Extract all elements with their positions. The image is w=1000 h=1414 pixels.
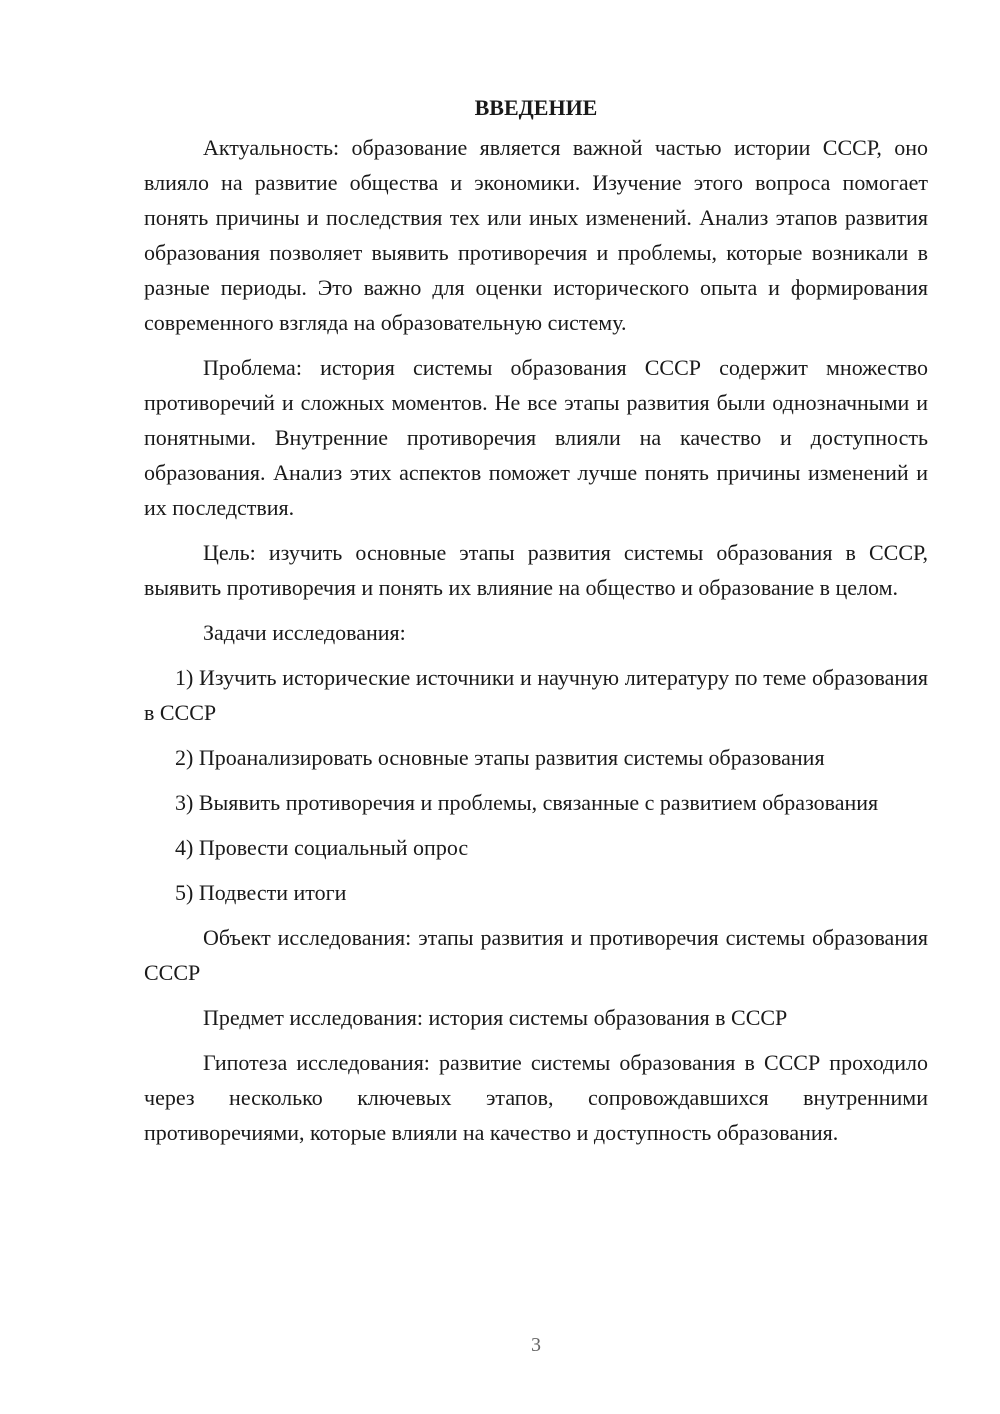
problem-paragraph: Проблема: история системы образования СССР содержит множество противоречий и сложных моментов. Не все этапы развития были однозначными и понятными. Внутренние противоречия влияли на качество и доступность образования. Анализ этих аспектов поможет лучше понять причины изменений и их последствия.: [144, 355, 928, 520]
task-item-5: 5) Подвести итоги: [175, 880, 347, 905]
document-page: [144, 92, 928, 1160]
task-item-3: 3) Выявить противоречия и проблемы, связанные с развитием образования: [175, 790, 879, 815]
hypothesis-paragraph: Гипотеза исследования: развитие системы образования в СССР проходило через несколько ключевых этапов, сопровождавшихся внутренними противоречиями, которые влияли на качество и доступность образования.: [144, 1050, 928, 1145]
task-item-1: 1) Изучить исторические источники и научную литературу по теме образования в СССР: [144, 665, 928, 725]
page-title: ВВЕДЕНИЕ: [474, 95, 598, 120]
goal-paragraph: Цель: изучить основные этапы развития системы образования в СССР, выявить противоречия и понять их влияние на общество и образование в целом.: [144, 540, 928, 600]
task-item-2: 2) Проанализировать основные этапы развития системы образования: [175, 745, 825, 770]
object-paragraph: Объект исследования: этапы развития и противоречия системы образования СССР: [144, 925, 928, 985]
page-number: 3: [531, 1334, 541, 1356]
tasks-heading: Задачи исследования:: [203, 620, 406, 645]
relevance-paragraph: Актуальность: образование является важной частью истории СССР, оно влияло на развитие общества и экономики. Изучение этого вопроса помогает понять причины и последствия тех или иных изменений. Анализ этапов развития образования позволяет выявить противоречия и проблемы, которые возникали в разные периоды. Это важно для оценки исторического опыта и формирования современного взгляда на образовательную систему.: [144, 135, 928, 335]
subject-paragraph: Предмет исследования: история системы образования в СССР: [203, 1005, 788, 1030]
task-item-4: 4) Провести социальный опрос: [175, 835, 469, 860]
